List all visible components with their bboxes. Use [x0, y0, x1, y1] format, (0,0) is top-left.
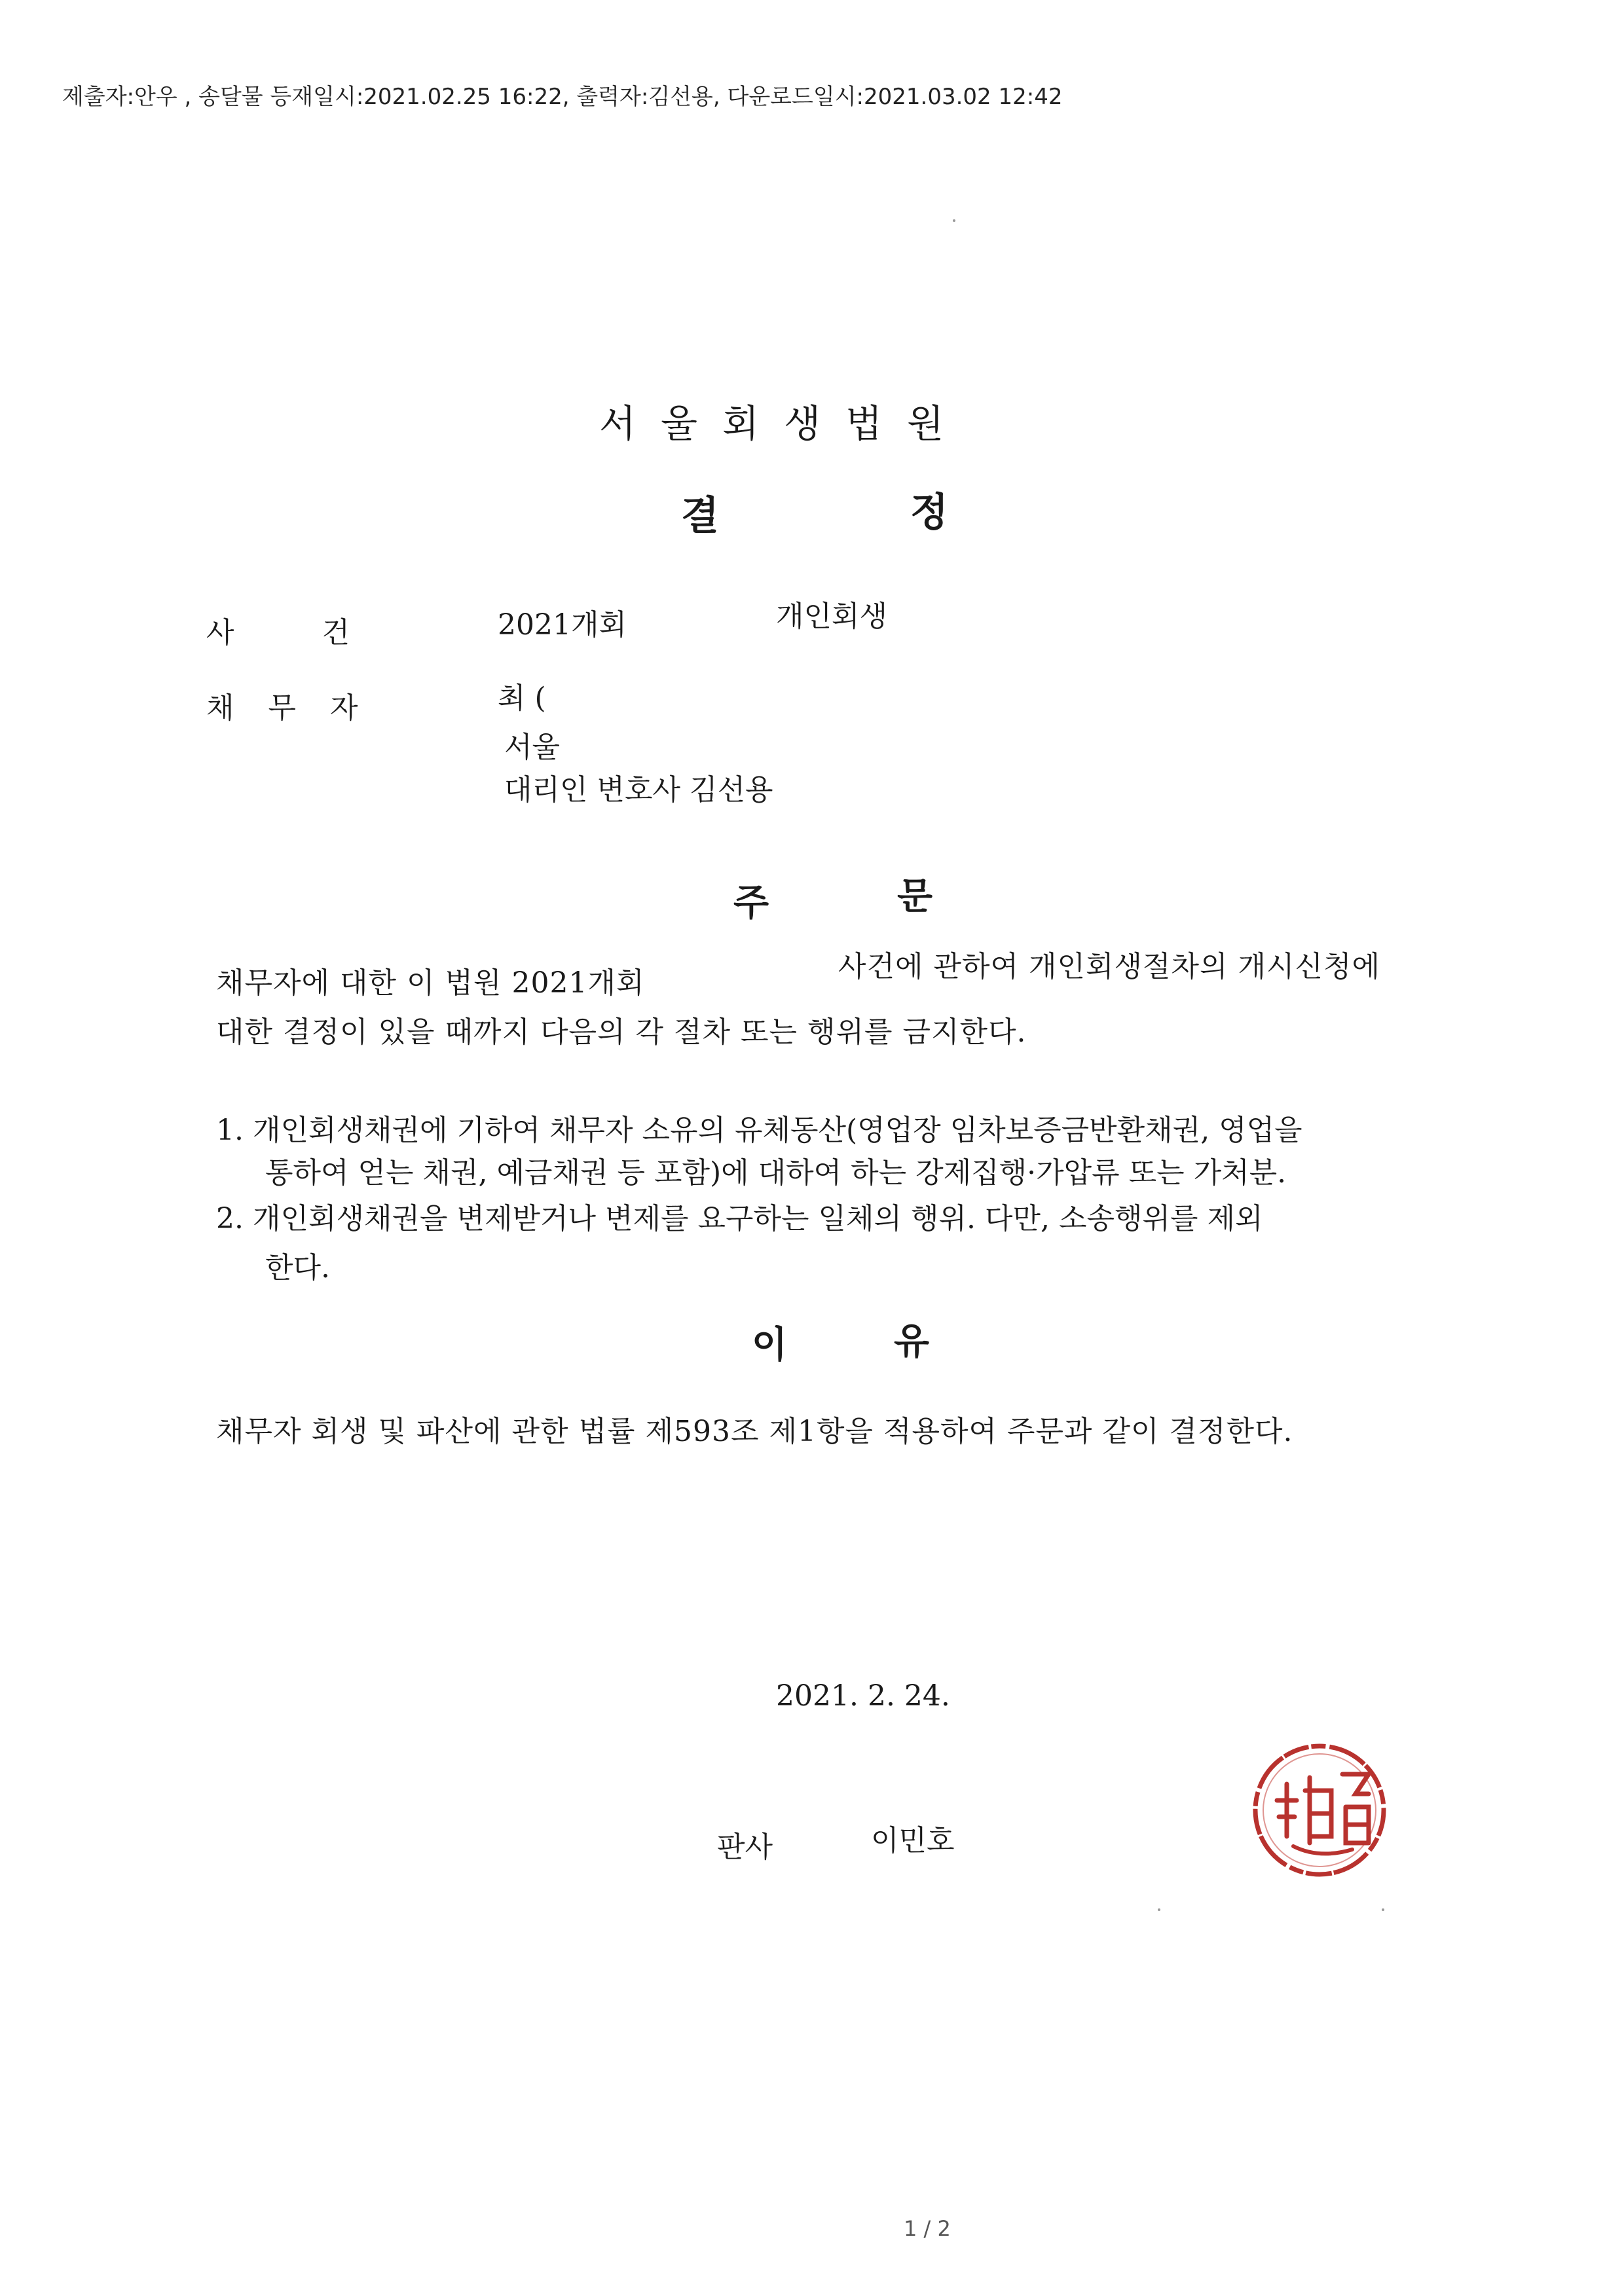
debtor-label: 채 무 자 [206, 691, 358, 725]
order-item-1-line1: 1. 개인회생채권에 기하여 채무자 소유의 유체동산(영업장 임차보증금반환채권, 영업을 [216, 1114, 1302, 1147]
order-intro-line2: 대한 결정이 있을 때까지 다음의 각 절차 또는 행위를 금지한다. [216, 1015, 1027, 1049]
page-number: 1 / 2 [904, 2216, 951, 2241]
judge-name: 이민호 [871, 1824, 955, 1857]
case-number: 2021개회 [498, 608, 627, 642]
case-type: 개인회생 [776, 600, 888, 633]
debtor-address: 서울 [504, 731, 561, 764]
debtor-agent: 대리인 변호사 김선용 [504, 773, 773, 807]
scan-speck [1158, 1908, 1160, 1911]
decision-date: 2021. 2. 24. [776, 1679, 950, 1713]
order-item-2-line1: 2. 개인회생채권을 변제받거나 변제를 요구하는 일체의 행위. 다만, 소송행위를 제외 [216, 1202, 1263, 1235]
order-item-1-line2: 통하여 얻는 채권, 예금채권 등 포함)에 대하여 하는 강제집행·가압류 또는 가처분. [265, 1156, 1287, 1190]
reason-heading-right: 유 [894, 1321, 930, 1363]
order-heading-left: 주 [733, 882, 769, 924]
document-title-right: 정 [910, 490, 948, 536]
judge-seal-icon [1247, 1738, 1392, 1882]
order-item-2-line2: 한다. [265, 1251, 330, 1285]
order-intro-line1-b: 사건에 관하여 개인회생절차의 개시신청에 [838, 950, 1381, 983]
reason-text: 채무자 회생 및 파산에 관한 법률 제593조 제1항을 적용하여 주문과 같이 결정한다. [216, 1415, 1293, 1448]
judge-title: 판사 [717, 1831, 773, 1864]
scan-speck [953, 219, 955, 222]
order-heading-right: 문 [897, 875, 933, 918]
document-title-left: 결 [681, 493, 719, 539]
court-name: 서울회생법원 [599, 401, 969, 446]
case-label: 사 건 [206, 616, 350, 649]
order-intro-line1-a: 채무자에 대한 이 법원 2021개회 [216, 966, 645, 1000]
reason-heading-left: 이 [752, 1324, 788, 1366]
submission-info-line: 제출자:안우 , 송달물 등재일시:2021.02.25 16:22, 출력자:김선용, 다운로드일시:2021.03.02 12:42 [62, 84, 1063, 110]
scan-speck [1382, 1908, 1384, 1911]
debtor-name: 최 ( [498, 682, 546, 715]
